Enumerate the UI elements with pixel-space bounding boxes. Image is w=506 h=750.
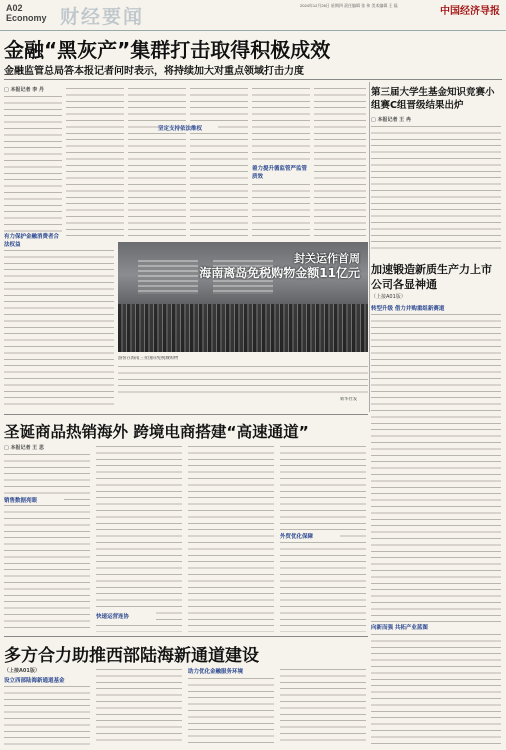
mid-headline: 圣诞商品热销海外 跨境电商搭建“高速通道” — [4, 423, 309, 441]
photo-caption-text — [118, 364, 368, 396]
bottom-column-1 — [4, 684, 90, 746]
bottom-column-3 — [188, 676, 274, 746]
lead-rule — [4, 79, 502, 80]
page-number: A02 Economy — [6, 3, 47, 23]
mid-subhead-3: 外贸优化保障 — [280, 532, 340, 540]
right-top-byline: □ 本报记者 王 冉 — [371, 117, 411, 123]
right-mid-subhead-1: 转型升级 借力并购重组新赛道 — [371, 306, 445, 312]
mid-subhead-2: 快递运营连协 — [96, 612, 156, 620]
newspaper-name: 中国经济导报 — [440, 6, 500, 17]
right-mid-subhead-2: 向新而强 共拓产业蓝图 — [371, 625, 428, 631]
lead-subhead-1: 有力保护金融消费者合法权益 — [4, 232, 64, 248]
mid-byline: □ 本报记者 王 思 — [4, 445, 44, 451]
right-top-text — [371, 124, 501, 252]
lead-subhead-2: 坚定支持依法维权 — [158, 124, 218, 132]
bottom-column-2 — [96, 667, 182, 746]
bottom-byline: （上接A01版） — [4, 668, 40, 674]
right-mid-headline: 加速锻造新质生产力上市公司各显神通 — [371, 263, 492, 291]
photo-caption-line-1: 封关运作首周 — [294, 252, 360, 265]
right-top-headline: 第三届大学生基金知识竞赛小组赛C组晋级结果出炉 — [371, 87, 495, 111]
lead-subhead-3: 着力提升循监管严监管质效 — [252, 164, 312, 180]
news-photo — [118, 242, 368, 352]
lead-byline: □ 本报记者 李 丹 — [4, 87, 44, 93]
right-mid-byline: （上接A01版） — [371, 294, 406, 300]
mid-column-3 — [188, 444, 274, 632]
lead-column-4 — [190, 86, 248, 241]
bottom-headline: 多方合力助推西部陆海新通道建设 — [4, 646, 259, 666]
bottom-subhead-1: 设立西部陆海新通道基金 — [4, 678, 65, 684]
mid-column-1 — [4, 452, 90, 632]
masthead — [0, 0, 506, 31]
photo-crowd — [118, 304, 368, 352]
lead-column-2 — [66, 86, 124, 241]
lead-column-6 — [314, 86, 366, 241]
right-mid-text — [371, 312, 501, 622]
lead-continuation — [4, 248, 114, 408]
masthead-info-line: 2024年12月26日 星期四 责任编辑 张 伟 美术编辑 王 磊 — [300, 3, 398, 8]
mid-column-2 — [96, 444, 182, 632]
photo-note: 游客在海南三亚国际免税城购物 — [118, 356, 179, 361]
bottom-subhead-2: 助力优化金融服务环境 — [188, 669, 244, 675]
right-mid-text-2 — [371, 632, 501, 746]
bottom-column-4 — [280, 667, 366, 746]
page-section-english: Economy — [6, 13, 47, 23]
section-title: 财经要闻 — [60, 7, 145, 28]
lead-headline: 金融“黑灰产”集群打击取得积极成效 — [4, 38, 331, 62]
photo-shelf — [138, 260, 198, 294]
photo-caption-line-2: 海南离岛免税购物金额11亿元 — [199, 266, 360, 280]
bottom-rule — [4, 636, 368, 637]
column-divider — [369, 82, 370, 412]
lead-subheadline: 金融监管总局答本报记者问时表示，将持续加大对重点领域打击力度 — [4, 66, 304, 77]
mid-subhead-1: 销售数据亮眼 — [4, 496, 64, 504]
lead-column-1 — [4, 94, 62, 241]
lead-column-3 — [128, 86, 186, 241]
photo-credit: 新华社发 — [340, 397, 358, 402]
mid-rule — [4, 414, 368, 415]
